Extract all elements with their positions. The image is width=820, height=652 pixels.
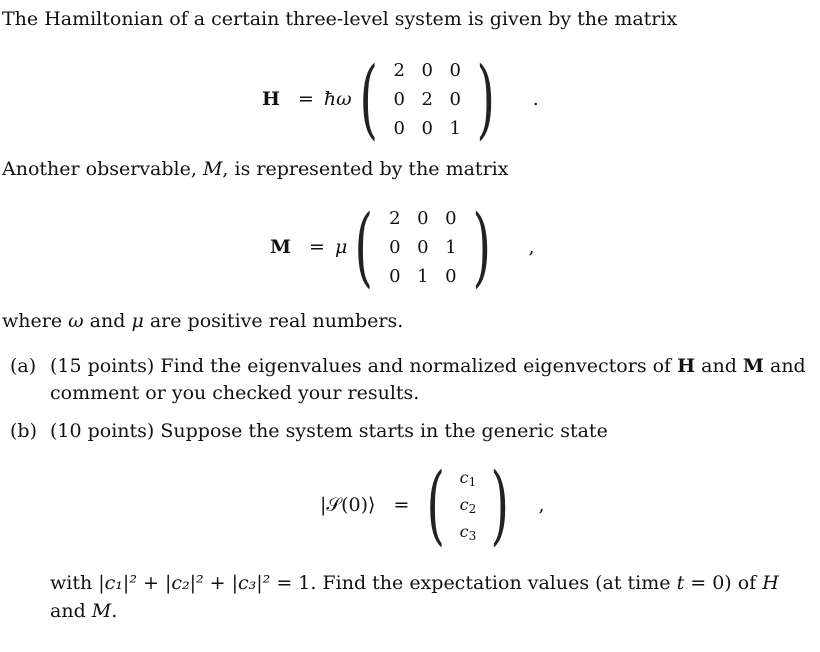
- h-matrix-entry: 1: [449, 117, 461, 139]
- m-matrix-grid: [381, 205, 465, 290]
- m-matrix-entry: 0: [445, 265, 457, 287]
- m-matrix-entry: 0: [417, 207, 429, 229]
- h-matrix-entry: 0: [421, 117, 433, 139]
- where-text: where ω and μ are positive real numbers.: [2, 310, 404, 332]
- left-paren: (: [359, 49, 378, 149]
- right-paren: ): [490, 455, 509, 555]
- m-punct: ,: [528, 236, 535, 258]
- h-matrix-entry: 0: [421, 59, 433, 81]
- m-symbol: M: [270, 236, 292, 258]
- hamiltonian-equation: [262, 49, 539, 149]
- h-matrix-grid: [385, 57, 469, 142]
- state-entry: $c_2$: [459, 495, 477, 516]
- state-entry: $c_3$: [459, 522, 477, 543]
- h-matrix-entry: 0: [449, 59, 461, 81]
- intro-text: The Hamiltonian of a certain three-level system is given by the matrix: [2, 8, 678, 30]
- part-b-line1: (10 points) Suppose the system starts in the generic state: [50, 420, 608, 442]
- observable-equation: [270, 197, 535, 297]
- final-line1: with |c₁|² + |c₂|² + |c₃|² = 1. Find the expectation values (at time t = 0) of H: [50, 572, 779, 594]
- left-paren: (: [426, 455, 446, 555]
- h-symbol: H: [262, 88, 280, 110]
- state-punct: ,: [538, 494, 545, 516]
- m-prefactor: μ: [334, 236, 348, 258]
- m-matrix-entry: 2: [389, 207, 401, 229]
- m-matrix-entry: 0: [389, 236, 401, 258]
- right-paren: ): [476, 49, 496, 149]
- m-matrix-entry: 0: [445, 207, 457, 229]
- state-vector: [419, 455, 516, 555]
- h-matrix-entry: 0: [449, 88, 461, 110]
- equals-sign: =: [309, 236, 325, 258]
- m-matrix-entry: 0: [417, 236, 429, 258]
- h-punct: .: [532, 88, 539, 110]
- m-inline-symbol: M: [202, 158, 223, 180]
- equals-sign: =: [297, 88, 314, 110]
- right-paren: ): [472, 197, 491, 297]
- part-a-line1: (15 points) Find the eigenvalues and normalized eigenvectors of H and M and: [50, 355, 806, 377]
- equals-sign: =: [393, 494, 410, 516]
- normalization-expr: |c₁|² + |c₂|² + |c₃|²: [98, 572, 271, 594]
- m-matrix: [347, 197, 498, 297]
- final-line2: and M.: [50, 600, 118, 622]
- state-vector-grid: [453, 466, 483, 544]
- state-ket: |𝒮(0)⟩: [320, 494, 376, 516]
- h-matrix-entry: 0: [393, 117, 405, 139]
- left-paren: (: [354, 197, 374, 297]
- part-a-label: (a): [10, 355, 37, 377]
- part-b-label: (b): [10, 420, 37, 442]
- h-prefactor: ħω: [323, 88, 352, 110]
- h-matrix: [352, 49, 503, 149]
- h-matrix-entry: 0: [393, 88, 405, 110]
- m-matrix-entry: 1: [445, 236, 457, 258]
- m-matrix-entry: 1: [417, 265, 429, 287]
- h-matrix-entry: 2: [421, 88, 433, 110]
- h-matrix-entry: 2: [393, 59, 405, 81]
- m-matrix-entry: 0: [389, 265, 401, 287]
- state-entry: $c_1$: [459, 468, 477, 489]
- state-equation: [320, 455, 545, 555]
- observable-text: Another observable, M, is represented by the matrix: [2, 158, 509, 180]
- part-a-line2: comment or you checked your results.: [50, 382, 420, 404]
